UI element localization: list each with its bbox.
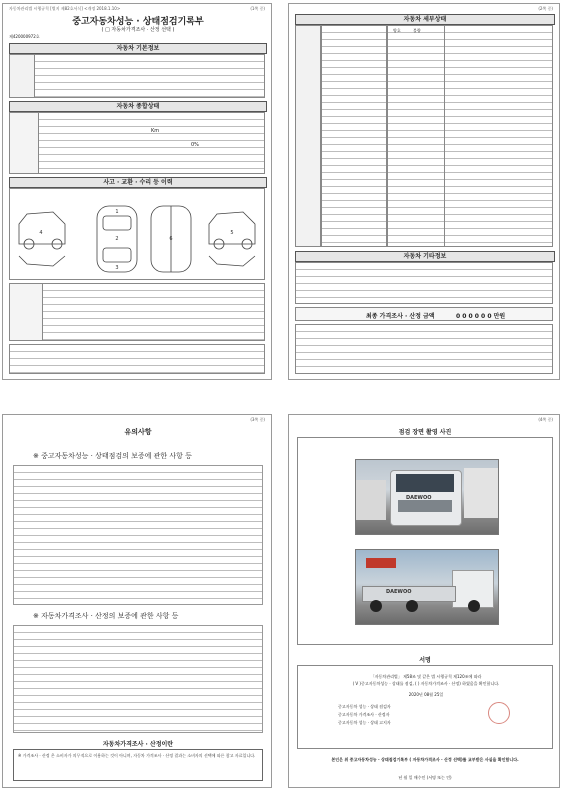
- mileage-unit: Km: [151, 128, 160, 134]
- guarantee-heading-2: ※ 자동차가격조사 · 산정의 보증에 관한 사항 등: [33, 612, 179, 620]
- overall-status-label-column: [9, 112, 39, 174]
- basic-info-column: [9, 54, 35, 98]
- diagram-number-6: 6: [169, 236, 173, 242]
- page-2-number: (2쪽 중): [538, 6, 553, 11]
- sign-role-2: 중고자동차 가격조사 · 산정자: [338, 712, 390, 717]
- detail-check-column: [387, 25, 445, 247]
- section-accident-history: 사고 · 교환 · 수리 등 이력: [9, 177, 267, 188]
- diagram-number-3: 3: [115, 265, 119, 271]
- sign-line-2: ( V )중고자동차성능 · 상태를 점검, ( ) 자동차가격조사 · 산정) 하였음을 확인합니다.: [352, 681, 500, 686]
- page-1-title: 중고자동차성능 · 상태점검기록부: [72, 17, 204, 27]
- page-3: [2, 414, 272, 788]
- price-explain-box: [13, 749, 263, 781]
- price-label: 최종 가격조사 · 산정 금액: [366, 313, 435, 320]
- page-1-subtitle: ( □ 자동차가격조사 · 산정 선택 ): [101, 27, 175, 33]
- guarantee-text-block-2: [13, 625, 263, 733]
- sign-date: 2020년 08월 25일: [408, 692, 444, 697]
- receiver-sign-line: 년 월 일 매수인 (서명 또는 인): [398, 775, 452, 780]
- diagram-number-1: 1: [115, 209, 119, 215]
- page-3-number: (3쪽 중): [250, 417, 265, 422]
- footer-confirm-text: 본인은 위 중고자동차성능 · 상태점검기록부 ( 자동차가격조사 · 산정 선택)를 교부받은 사실을 확인합니다.: [331, 757, 519, 762]
- photo-title: 점검 장면 촬영 사진: [398, 429, 452, 436]
- truck-side-brand: DAEWOO: [386, 589, 412, 595]
- detail-category-column: [295, 25, 321, 247]
- detail-item-column: [321, 25, 387, 247]
- price-explain-title: 자동차가격조사 · 산정이란: [102, 741, 174, 748]
- page-1: [2, 3, 272, 380]
- signature-table: [9, 344, 265, 374]
- price-value: 0 0 0 0 0 0 만원: [456, 313, 506, 320]
- diagram-number-4: 4: [39, 230, 43, 236]
- page-2: [288, 3, 560, 380]
- ok-label: 양호: [393, 28, 401, 33]
- diagram-number-2: 2: [115, 236, 119, 242]
- price-detail-table: [295, 324, 553, 374]
- section-other-info: 자동차 기타정보: [295, 251, 555, 262]
- truck-front-photo: [355, 459, 499, 535]
- section-basic-info: 자동차 기본정보: [9, 43, 267, 54]
- sign-box: [297, 665, 553, 749]
- truck-front-brand: DAEWOO: [406, 495, 432, 501]
- section-overall-status: 자동차 종합상태: [9, 101, 267, 112]
- price-explain-text: ※ 가격조사 · 산정 은 소비자가 의무적으로 이용하는 것이 아니며, 자동차 가격조사 · 산정 결과는 소비자의 선택에 따른 참고 자료입니다.: [18, 753, 256, 758]
- special-notes-label-column: [9, 283, 43, 341]
- diagram-number-5: 5: [230, 230, 234, 236]
- basic-info-table: [9, 54, 265, 98]
- page-1-header: 자동차관리법 시행규칙 [별지 제82호서식] <개정 2018.1.10>: [9, 6, 121, 11]
- bad-label: 불량: [413, 28, 421, 33]
- price-label-cell: [295, 307, 553, 321]
- doc-number: 제420000972호: [9, 34, 40, 39]
- official-seal: [488, 702, 510, 724]
- sign-line-1: 「자동차관리법」 제58조 및 같은 법 시행규칙 제120조에 따라: [370, 674, 482, 679]
- truck-side-photo: [355, 549, 499, 625]
- page-4: [288, 414, 560, 788]
- page-3-title: 유의사항: [124, 428, 152, 436]
- sign-role-3: 중고자동차 성능 · 상태 고지자: [338, 720, 391, 725]
- car-diagram: [13, 204, 261, 278]
- section-detail-status: 자동차 세부상태: [295, 14, 555, 25]
- sign-role-1: 중고자동차 성능 · 상태 점검자: [338, 704, 391, 709]
- guarantee-heading-1: ※ 중고자동차성능 · 상태점검의 보증에 관한 사항 등: [33, 452, 192, 460]
- overall-status-table: [9, 112, 265, 174]
- guarantee-text-block-1: [13, 465, 263, 605]
- page-4-number: (4쪽 중): [538, 417, 553, 422]
- page-1-number: (1쪽 중): [250, 6, 265, 11]
- fuel-percent: 0%: [191, 142, 199, 148]
- sign-title: 서명: [419, 657, 431, 664]
- other-info-table: [295, 262, 553, 304]
- special-notes-table: [9, 283, 265, 341]
